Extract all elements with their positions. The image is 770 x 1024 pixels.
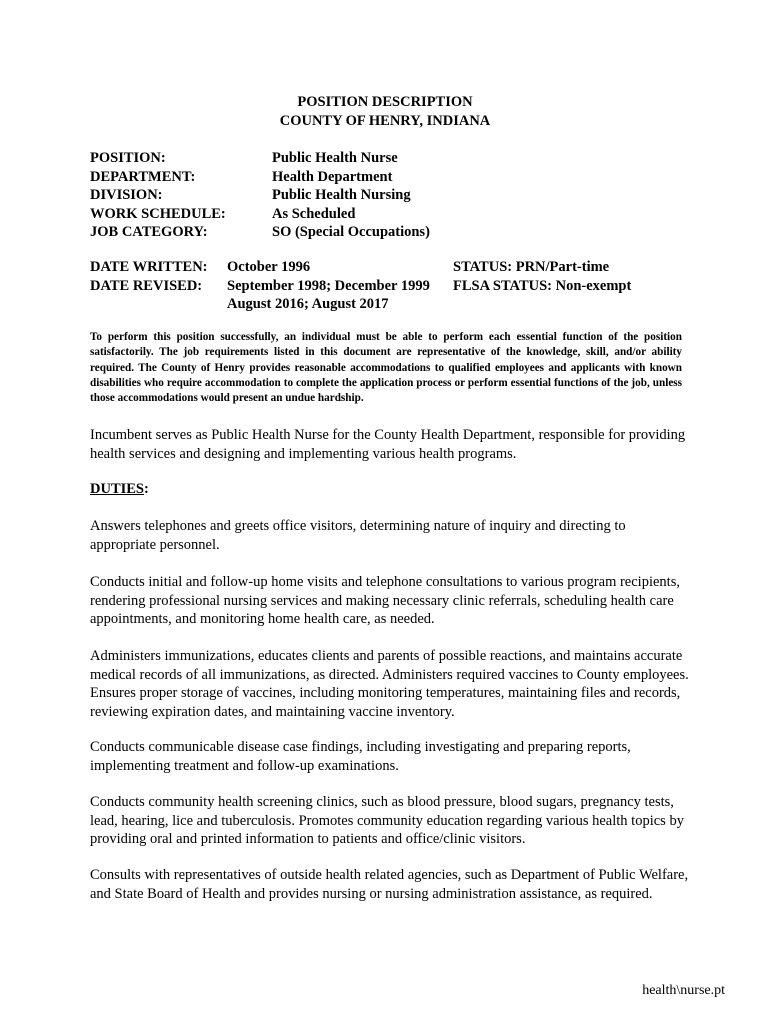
info-label: DEPARTMENT: <box>90 168 196 185</box>
date-revised-value: September 1998; December 1999 <box>227 277 430 294</box>
position-summary: Incumbent serves as Public Health Nurse for the County Health Department, responsible for providing health services and designing and implementing various health programs. <box>90 427 686 462</box>
info-value: Health Department <box>272 168 393 185</box>
info-row-job-category <box>90 223 430 242</box>
info-label: WORK SCHEDULE: <box>90 205 226 222</box>
date-revised-row-2 <box>90 295 631 314</box>
duty-item: Consults with representatives of outside health related agencies, such as Department of Public Welfare, and State Board of Health and provides nursing or nursing administration assistance, as required. <box>90 867 689 902</box>
duty-item: Conducts communicable disease case findings, including investigating and preparing reports, implementing treatment and follow-up examinations. <box>90 739 631 774</box>
date-written-label: DATE WRITTEN: <box>90 259 208 275</box>
dates-section <box>90 258 631 314</box>
info-value: Public Health Nurse <box>272 150 398 166</box>
date-written-row <box>90 258 631 277</box>
info-row-position <box>90 149 430 168</box>
header-title: POSITION DESCRIPTION <box>297 94 473 110</box>
date-written-value: October 1996 <box>227 259 311 275</box>
header-county: COUNTY OF HENRY, INDIANA <box>279 113 491 129</box>
duties-heading-colon: : <box>144 481 149 497</box>
info-row-department <box>90 168 430 187</box>
document-header <box>0 93 770 131</box>
duty-item: Conducts community health screening clinics, such as blood pressure, blood sugars, pregnancy tests, lead, hearing, lice and tuberculosis. Promotes community education regarding various health topics by providing oral and printed information to patients and office/clinic visitors. <box>90 794 684 848</box>
info-label: POSITION: <box>90 150 166 166</box>
info-row-division <box>90 186 430 205</box>
duty-item: Conducts initial and follow-up home visits and telephone consultations to various program recipients, rendering professional nursing services and making necessary clinic referrals, scheduling health care appointments, and monitoring home health care, as needed. <box>90 574 680 628</box>
date-revised-row <box>90 277 631 296</box>
duties-heading-text: DUTIES <box>90 481 144 497</box>
info-row-work-schedule <box>90 205 430 224</box>
info-label: JOB CATEGORY: <box>90 224 208 241</box>
date-revised-value-2: August 2016; August 2017 <box>227 296 389 313</box>
duty-item: Administers immunizations, educates clients and parents of possible reactions, and maintains accurate medical records of all immunizations, as directed. Administers required vaccines to County employees. Ensures proper storage of vaccines, including monitoring temperatures, maintaining files and records, reviewing expiration dates, and maintaining vaccine inventory. <box>90 648 689 720</box>
accommodation-disclaimer: To perform this position successfully, an individual must be able to perform each essential function of the position satisfactorily. The job requirements listed in this document are representative of the knowledge, skill, and/or ability required. The County of Henry provides reasonable accommodations to qualified employees and applicants with known disabilities who require accommodation to complete the application process or perform essential functions of the job, unless those accommodations would present an undue hardship. <box>90 331 682 405</box>
info-value: As Scheduled <box>272 205 356 222</box>
info-label: DIVISION: <box>90 187 163 204</box>
position-info-table <box>90 149 430 242</box>
duty-item: Answers telephones and greets office visitors, determining nature of inquiry and directing to appropriate personnel. <box>90 518 626 553</box>
flsa-status-text: FLSA STATUS: Non-exempt <box>453 277 632 294</box>
status-text: STATUS: PRN/Part-time <box>453 259 610 275</box>
info-value: SO (Special Occupations) <box>272 224 430 241</box>
info-value: Public Health Nursing <box>272 187 411 204</box>
duties-heading <box>90 481 149 498</box>
date-revised-spacer <box>90 295 227 314</box>
date-revised-label: DATE REVISED: <box>90 277 203 294</box>
footer-file-path: health\nurse.pt <box>642 983 725 998</box>
